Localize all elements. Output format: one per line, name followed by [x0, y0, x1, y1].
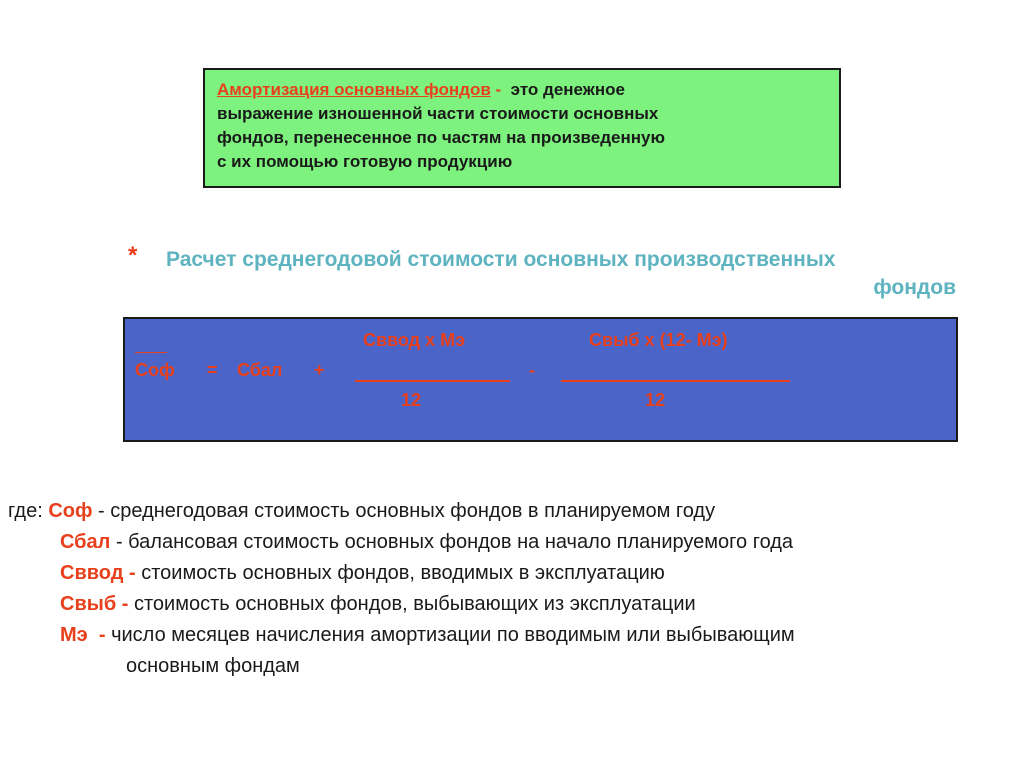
legend-row [60, 620, 795, 650]
legend-row [60, 558, 665, 588]
formula-numerator-1: Сввод х Мэ [363, 330, 466, 350]
legend-prefix: где: [8, 500, 43, 522]
legend-row [8, 496, 715, 526]
definition-line-3: фондов, перенесенное по частям на произведенную [217, 128, 665, 147]
legend-symbol: Соф [48, 500, 93, 522]
formula-base: Сбал [237, 360, 283, 380]
definition-text-1: это денежное [510, 80, 625, 99]
definition-line-4: с их помощью готовую продукцию [217, 152, 513, 171]
fraction-bar-2 [561, 380, 790, 382]
bullet-star: * [128, 242, 138, 269]
heading-line-1: Расчет среднегодовой стоимости основных производственных [166, 248, 836, 271]
legend-symbol: Мэ [60, 624, 88, 646]
formula-equals: = [207, 360, 218, 380]
formula-plus: + [314, 360, 325, 380]
legend-symbol: Сввод [60, 562, 124, 584]
legend-symbol: Свыб [60, 593, 117, 615]
definition-line-2: выражение изношенной части стоимости основных [217, 104, 659, 123]
legend-dash: - [121, 593, 129, 615]
formula-box [123, 317, 958, 442]
legend-description: - среднегодовая стоимость основных фондов в планируемом году [98, 500, 716, 522]
formula-lhs: Соф [135, 360, 175, 380]
formula-denominator-1: 12 [401, 390, 422, 410]
formula-denominator-2: 12 [645, 390, 666, 410]
legend-description: - балансовая стоимость основных фондов на начало планируемого года [115, 531, 794, 553]
heading-line-2: фондов [873, 276, 956, 299]
definition-dash: - [495, 80, 502, 99]
legend-description: число месяцев начисления амортизации по вводимым или выбывающим [111, 624, 795, 646]
fraction-bar-1 [355, 380, 510, 382]
formula-overline [135, 352, 167, 353]
definition-line-1 [217, 78, 829, 102]
legend-symbol: Сбал [60, 531, 111, 553]
definition-box [203, 68, 841, 188]
legend-description: стоимость основных фондов, выбывающих из эксплуатации [133, 593, 696, 615]
legend-row [60, 589, 696, 619]
formula-numerator-2: Свыб х (12- Мэ) [589, 330, 728, 350]
legend-description: стоимость основных фондов, вводимых в эксплуатацию [141, 562, 665, 584]
legend-row-continuation: основным фондам [126, 655, 300, 677]
definition-term: Амортизация основных фондов [217, 80, 491, 99]
legend-row [60, 527, 793, 557]
formula-minus: - [529, 360, 535, 380]
legend-dash: - [98, 624, 106, 646]
legend-dash: - [128, 562, 136, 584]
